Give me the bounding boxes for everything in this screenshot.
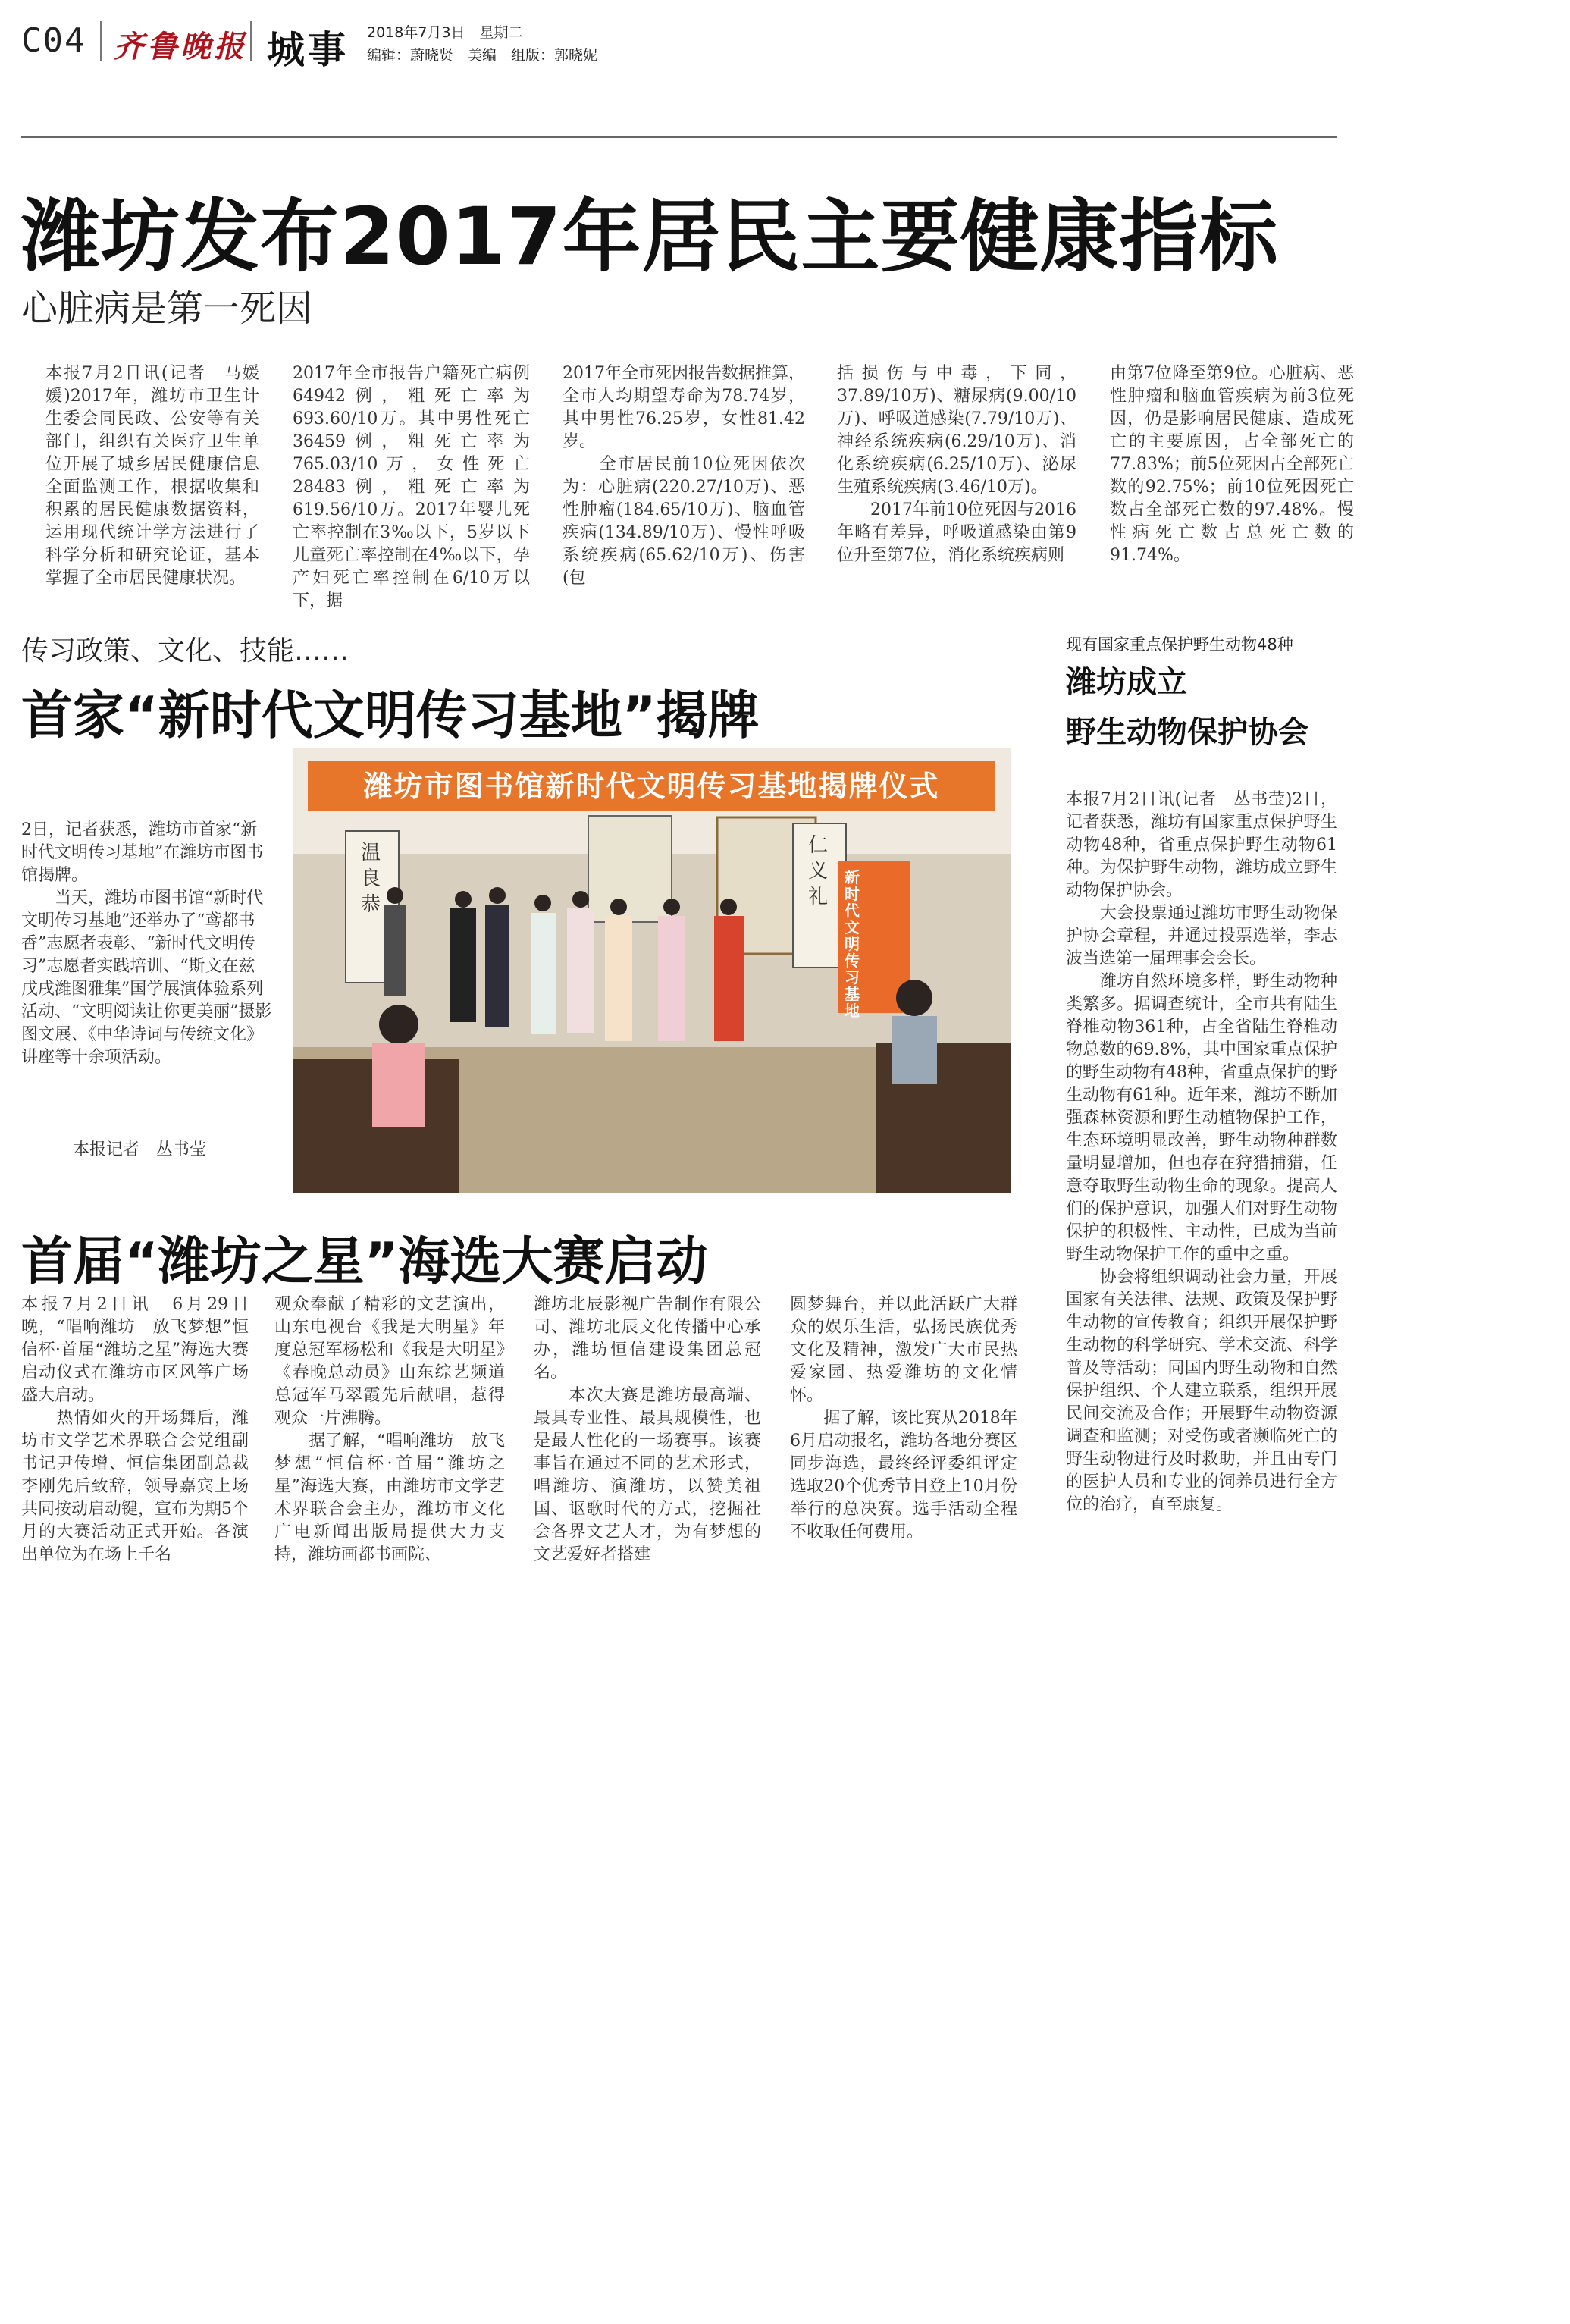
lead-headline: 潍坊发布2017年居民主要健康指标 xyxy=(21,190,1279,283)
lead-column-2: 2017年全市报告户籍死亡病例64942例，粗死亡率为693.60/10万。其中男性死亡36459例，粗死亡率为765.03/10万，女性死亡28483例，粗死亡率为619.56/10万。2017年婴儿死亡率控制在3‰以下，5岁以下儿童死亡率控制在4‰以下，孕产妇死亡率控制在6/10万以下，据 xyxy=(293,364,530,610)
story3-column-1: 本报7月2日讯 6月29日晚，“唱响潍坊 放飞梦想”恒信杯·首届“潍坊之星”海选大赛启动仪式在潍坊市区风筝广场盛大启动。 热情如火的开场舞后，潍坊市文学艺术界联合会党组副书记尹传增、恒信集团副总裁李刚先后致辞，领导嘉宾上场共同按动启动键，宣布为期5个月的大赛活动正式开始。各演出单位为在场上千名 xyxy=(21,1295,249,1564)
story3-headline: 首届“潍坊之星”海选大赛启动 xyxy=(21,1232,708,1292)
story2-byline: 本报记者 丛书莹 xyxy=(73,1140,207,1159)
photo-scroll-left: 温良恭 xyxy=(361,842,381,916)
story2-headline: 首家“新时代文明传习基地”揭牌 xyxy=(21,686,760,746)
story3-column-2: 观众奉献了精彩的文艺演出，山东电视台《我是大明星》年度总冠军杨松和《我是大明星》《春晚总动员》山东综艺频道总冠军马翠霞先后献唱，惹得观众一片沸腾。 据了解，“唱响潍坊 放飞梦想”恒信杯·首届“潍坊之星”海选大赛，由潍坊市文学艺术界联合会主办，潍坊市文化广电新闻出版局提供大力支持，潍坊画都书画院、 xyxy=(274,1295,505,1564)
header-divider xyxy=(100,21,102,61)
editor-line: 编辑：蔚晓贤 美编 组版：郭晓妮 xyxy=(367,47,598,64)
lead-subheadline: 心脏病是第一死因 xyxy=(21,287,313,330)
event-photo-illustration xyxy=(293,748,1011,1193)
date-line: 2018年7月3日 星期二 xyxy=(367,24,523,41)
story3-column-4: 圆梦舞台，并以此活跃广大群众的娱乐生活，弘扬民族优秀文化及精神，激发广大市民热爱家园、热爱潍坊的文化情怀。 据了解，该比赛从2018年6月启动报名，潍坊各地分赛区同步海选，最终经评委组评定选取20个优秀节目登上10月份举行的总决赛。选手活动全程不收取任何费用。 xyxy=(790,1295,1017,1541)
photo-banner: 潍坊市图书馆新时代文明传习基地揭牌仪式 xyxy=(308,761,995,811)
event-photo xyxy=(293,748,1011,1193)
side-body: 本报7月2日讯(记者 丛书莹)2日，记者获悉，潍坊有国家重点保护野生动物48种，省重点保护野生动物61种。为保护野生动物，潍坊成立野生动物保护协会。 大会投票通过潍坊市野生动物保护协会章程，并通过投票选举，李志波当选第一届理事会会长。 潍坊自然环境多样，野生动物种类繁多。据调查统计，全市共有陆生脊椎动物361种，占全省陆生脊椎动物总数的69.8%，其中国家重点保护的野生动物有48种，省重点保护的野生动物有61种。近年来，潍坊不断加强森林资源和野生动植物保护工作，生态环境明显改善，野生动物种群数量明显增加，但也存在狩猎捕猎，任意夺取野生动物生命的现象。提高人们的保护意识，加强人们对野生动物保护的积极性、主动性，已成为当前野生动物保护工作的重中之重。 协会将组织调动社会力量，开展国家有关法律、法规、政策及保护野生动物的宣传教育；组织开展保护野生动物的科学研究、学术交流、科学普及等活动；同国内野生动物和自然保护组织、个人建立联系，组织开展民间交流及合作；开展野生动物资源调查和监测；对受伤或者濒临死亡的野生动物进行及时救助，并且由专门的医护人员和专业的饲养员进行全方位的治疗，直至康复。 xyxy=(1066,790,1337,1514)
side-headline-line1: 潍坊成立 xyxy=(1066,665,1187,700)
story2-kicker: 传习政策、文化、技能…… xyxy=(21,635,349,666)
lead-column-5: 由第7位降至第9位。心脏病、恶性肿瘤和脑血管疾病为前3位死因，仍是影响居民健康、造成死亡的主要原因，占全部死亡的77.83%；前5位死因占全部死亡数的92.75%；前10位死因死亡数占全部死亡数的97.48%。慢性病死亡数占总死亡数的91.74%。 xyxy=(1110,364,1354,565)
story2-text: 2日，记者获悉，潍坊市首家“新时代文明传习基地”在潍坊市图书馆揭牌。 当天，潍坊市图书馆“新时代文明传习基地”还举办了“鸢都书香”志愿者表彰、“新时代文明传习”志愿者实践培训、“斯文在兹 戊戌潍图雅集”国学展演体验系列活动、“文明阅读让你更美丽”摄影图文展、《中华诗词与传统文化》讲座等十余项活动。 xyxy=(21,820,272,1067)
lead-column-3: 2017年全市死因报告数据推算，全市人均期望寿命为78.74岁，其中男性76.25岁，女性81.42岁。 全市居民前10位死因依次为：心脏病(220.27/10万)、恶性肿瘤(184.65/10万)、脑血管疾病(134.89/10万)、慢性呼吸系统疾病(65.62/10万)、伤害(包 xyxy=(563,364,805,588)
lead-column-4: 括损伤与中毒，下同，37.89/10万)、糖尿病(9.00/10万)、呼吸道感染(7.79/10万)、神经系统疾病(6.29/10万)、消化系统疾病(6.25/10万)、泌尿生殖系统疾病(3.46/10万)。 2017年前10位死因与2016年略有差异，呼吸道感染由第9位升至第7位，消化系统疾病则 xyxy=(837,364,1076,565)
header-divider xyxy=(250,21,252,61)
side-kicker: 现有国家重点保护野生动物48种 xyxy=(1066,635,1293,654)
header-rule xyxy=(21,136,1337,138)
section-name: 城事 xyxy=(267,28,349,72)
page-number: C04 xyxy=(21,21,86,60)
photo-plaque: 新时代文明传习基地 xyxy=(845,868,860,1020)
side-headline-line2: 野生动物保护协会 xyxy=(1066,715,1308,750)
story3-column-3: 潍坊北辰影视广告制作有限公司、潍坊北辰文化传播中心承办，潍坊恒信建设集团总冠名。 本次大赛是潍坊最高端、最具专业性、最具规模性，也是最人性化的一场赛事。该赛事旨在通过不同的艺术形式，唱潍坊、演潍坊，以赞美祖国、讴歌时代的方式，挖掘社会各界文艺人才，为有梦想的文艺爱好者搭建 xyxy=(534,1295,761,1564)
lead-column-1: 本报7月2日讯(记者 马媛媛)2017年，潍坊市卫生计生委会同民政、公安等有关部门，组织有关医疗卫生单位开展了城乡居民健康信息全面监测工作，根据收集和积累的居民健康数据资料，运用现代统计学方法进行了科学分析和研究论证，基本掌握了全市居民健康状况。 xyxy=(45,364,259,588)
paper-masthead: 齐鲁晚报 xyxy=(114,29,247,64)
photo-scroll-right: 仁义礼 xyxy=(808,834,829,908)
